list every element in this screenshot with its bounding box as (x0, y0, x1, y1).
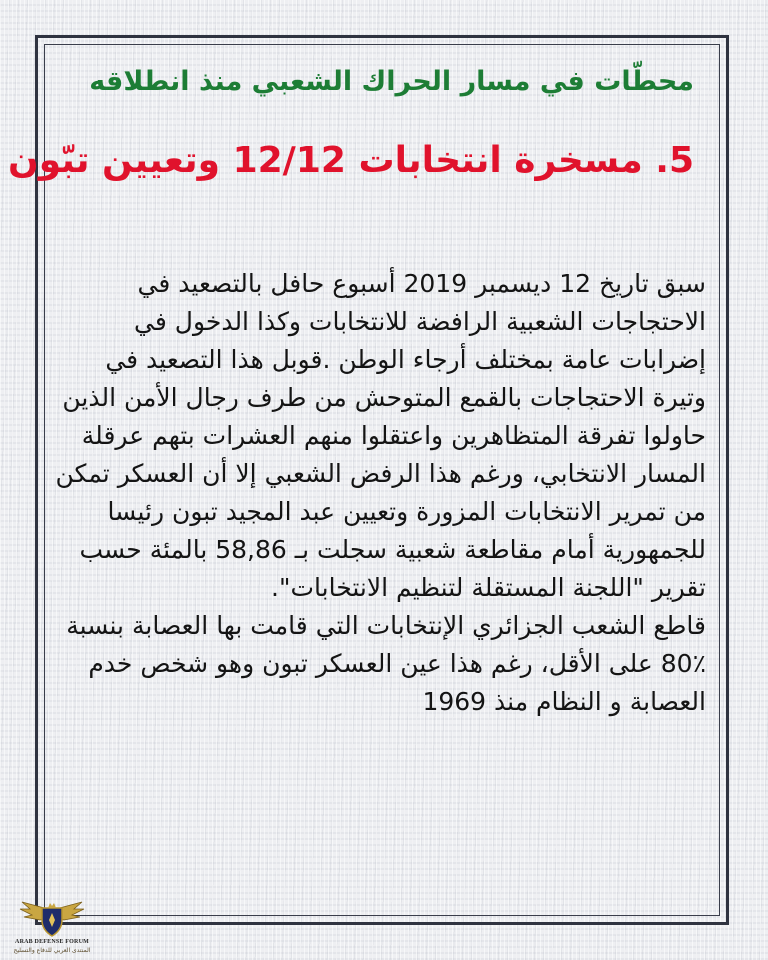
watermark-text-ar: المنتدى العربي للدفاع والتسليح (13, 947, 91, 954)
forum-watermark (4, 896, 100, 956)
paragraph-2: قاطع الشعب الجزائري الإنتخابات التي قامت بها العصابة بنسبة ٪80 على الأقل، رغم هذا عين العسكر تبون وهو شخص خدم العصابة و النظام منذ 1969 (66, 611, 706, 716)
episode-title: 5. مسخرة انتخابات 12/12 وتعيين تبّون (8, 140, 694, 181)
eagle-shield-icon (18, 896, 86, 940)
watermark-text-en: ARAB DEFENSE FORUM (15, 939, 89, 945)
paragraph-1: سبق تاريخ 12 ديسمبر 2019 أسبوع حافل بالتصعيد في الاحتجاجات الشعبية الرافضة للانتخابات وكذا الدخول في إضرابات عامة بمختلف أرجاء الوطن .قوبل هذا التصعيد في وتيرة الاحتجاجات بالقمع المتوحش من طرف رجال الأمن الذين حاولوا تفرقة المتظاهرين واعتقلوا منهم العشرات بتهم عرقلة المسار الانتخابي، ورغم هذا الرفض الشعبي إلا أن العسكر تمكن من تمرير الانتخابات المزورة وتعيين عبد المجيد تبون رئيسا للجمهورية أمام مقاطعة شعبية سجلت بـ 58,86 بالمئة حسب تقرير "اللجنة المستقلة لتنظيم الانتخابات". (55, 269, 706, 602)
series-heading: محطّات في مسار الحراك الشعبي منذ انطلاقه (89, 66, 694, 97)
article-body (52, 265, 706, 721)
